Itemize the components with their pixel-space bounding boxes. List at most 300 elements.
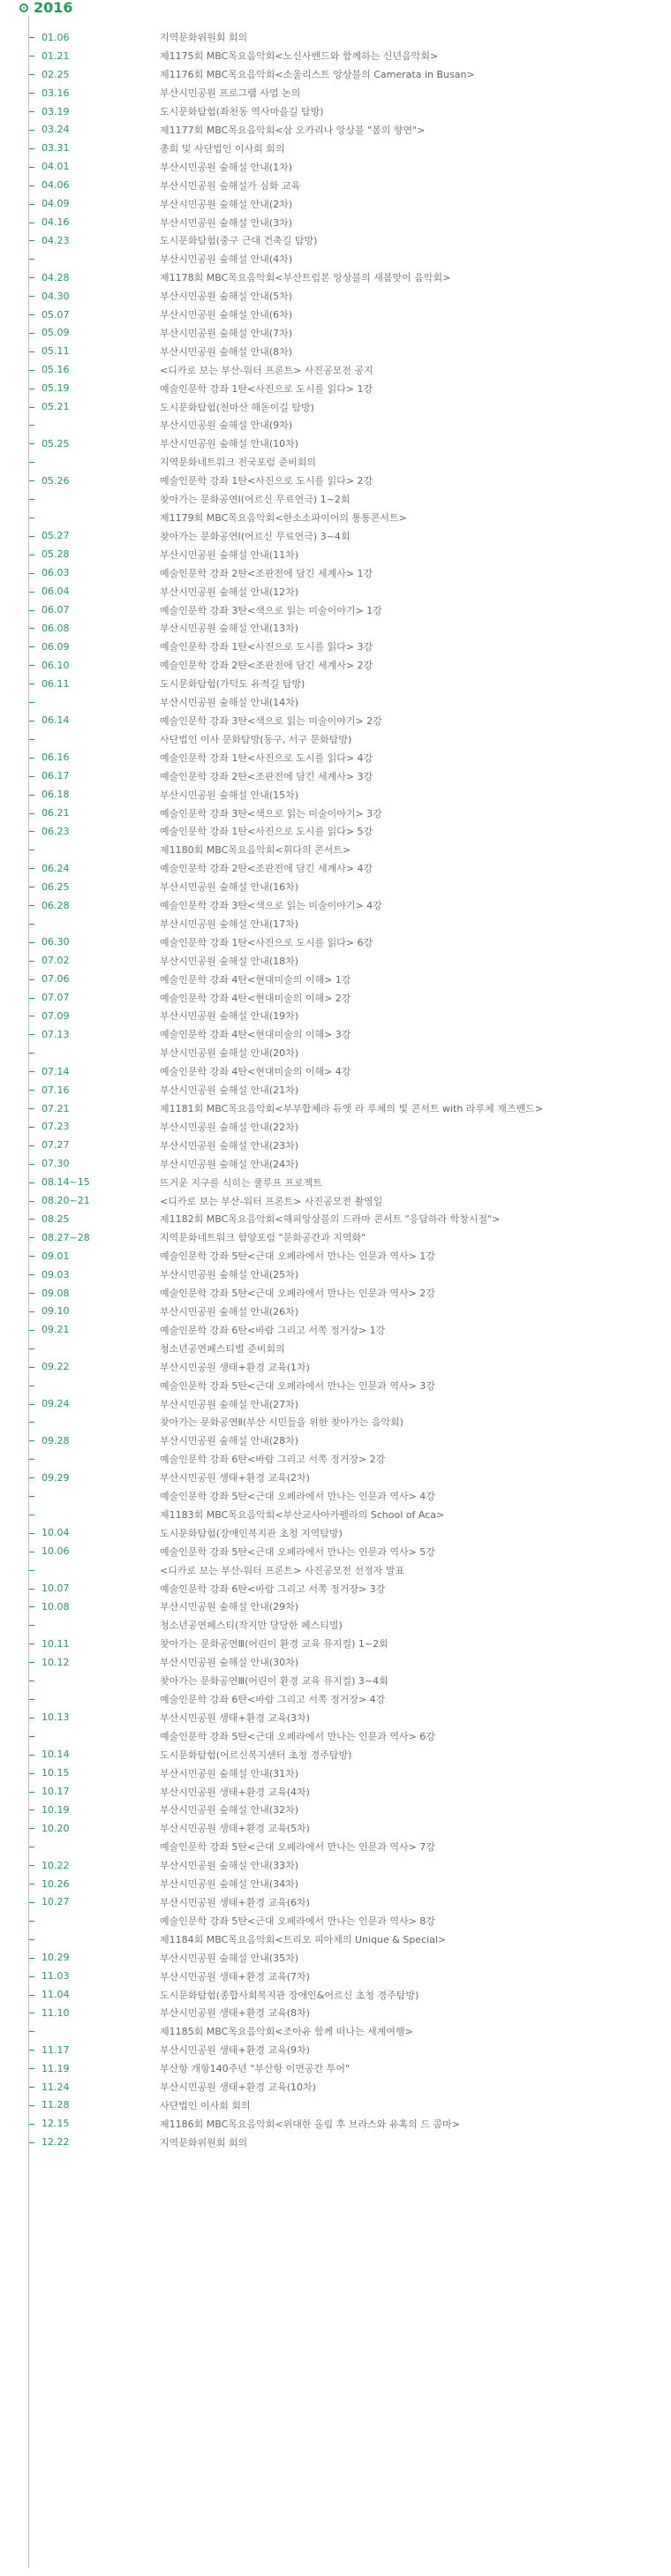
entry-date: 09.21 (41, 1324, 70, 1336)
timeline-entry (0, 2133, 671, 2151)
entry-date: 03.19 (41, 105, 70, 117)
timeline-tick (29, 1404, 34, 1405)
entry-date: 10.11 (41, 1637, 70, 1650)
entry-text: 예술인문학 강좌 1탄<사진으로 도시를 읽다> 4강 (160, 752, 373, 764)
entry-date: 07.02 (41, 955, 70, 967)
timeline-tick (29, 1367, 34, 1368)
timeline-entry (0, 176, 671, 194)
timeline-tick (29, 831, 34, 832)
timeline-entry (0, 896, 671, 915)
timeline-entry (0, 1265, 671, 1284)
entry-text: 찾아가는 문화공연Ⅰ(어르신 무료연극) 1~2회 (160, 494, 351, 506)
timeline-entry (0, 1930, 671, 1948)
entry-date: 10.08 (41, 1600, 70, 1613)
timeline-tick (29, 277, 34, 278)
entry-date: 10.14 (41, 1749, 70, 1761)
timeline-entry (0, 1357, 671, 1376)
entry-date: 11.03 (41, 1970, 70, 1983)
timeline-entry (0, 1708, 671, 1726)
entry-text: 부산시민공원 생태+환경 교육(2차) (160, 1472, 310, 1484)
timeline-entry (0, 1191, 671, 1210)
entry-text: 뜨거운 지구를 식히는 쿨루프 프로젝트 (160, 1176, 323, 1189)
timeline-entry (0, 213, 671, 231)
timeline-entry (0, 933, 671, 951)
timeline-entry (0, 2022, 671, 2041)
timeline-tick (29, 2050, 34, 2051)
entry-text: 제1177회 MBC목요음악회<삼 오카리나 앙상블 "봄의 향연"> (160, 124, 426, 136)
entry-date: 04.23 (41, 234, 70, 246)
timeline-tick (29, 1718, 34, 1719)
timeline-tick (29, 628, 34, 629)
timeline-entry (0, 2041, 671, 2059)
timeline-tick (29, 240, 34, 241)
entry-text: 예술인문학 강좌 6탄<바람 그리고 서쪽 정거장> 1강 (160, 1324, 386, 1336)
entry-date: 06.11 (41, 677, 70, 690)
timeline-tick (29, 1625, 34, 1626)
timeline-entry (0, 287, 671, 306)
entry-date: 04.06 (41, 179, 70, 192)
entry-text: 제1185회 MBC목요음악회<조아유 함께 떠나는 세계여행> (160, 2026, 413, 2038)
entry-text: 도시문화탐험(천마산 해돋이길 탐방) (160, 401, 314, 413)
timeline-tick (29, 1237, 34, 1238)
timeline-tick (29, 1330, 34, 1331)
timeline-tick (29, 517, 34, 518)
entry-text: 예술인문학 강좌 3탄<색으로 읽는 미술이야기> 3강 (160, 807, 382, 820)
timeline-tick (29, 296, 34, 297)
timeline-tick (29, 1533, 34, 1534)
timeline-tick (29, 998, 34, 999)
timeline-entry (0, 1948, 671, 1967)
timeline-entry (0, 1875, 671, 1893)
timeline-entry (0, 1782, 671, 1801)
timeline-entry (0, 65, 671, 84)
timeline-entry (0, 1247, 671, 1265)
entry-date: 04.30 (41, 290, 70, 302)
entry-text: 제1183회 MBC목요음악회<부산교사아카펠라의 School of Aca> (160, 1508, 445, 1521)
timeline-entry (0, 139, 671, 157)
entry-text: 예술인문학 강좌 4탄<현대미술의 이해> 2강 (160, 992, 351, 1004)
timeline-entry (0, 342, 671, 360)
timeline-tick (29, 1477, 34, 1478)
timeline-entry (0, 1339, 671, 1357)
entry-date: 07.06 (41, 973, 70, 986)
entry-text: 부산시민공원 생태+환경 교육(6차) (160, 1896, 310, 1908)
timeline-tick (29, 1755, 34, 1756)
entry-text: 도시문화탐험(어르신복지센터 초청 경주탐방) (160, 1749, 352, 1761)
entry-date: 01.06 (41, 31, 70, 43)
timeline-tick (29, 1274, 34, 1275)
entry-date: 04.16 (41, 216, 70, 229)
timeline-tick (29, 758, 34, 759)
entry-text: 부산시민공원 생태+환경 교육(8차) (160, 2007, 310, 2020)
entry-text: 제1186회 MBC목요음악회<위대한 올림 후 브라스와 유혹의 드 콤마> (160, 2118, 460, 2130)
entry-date: 06.07 (41, 604, 70, 616)
entry-date: 07.30 (41, 1158, 70, 1170)
timeline-entry (0, 767, 671, 785)
timeline-entry (0, 638, 671, 656)
timeline-entry (0, 1726, 671, 1745)
timeline-entry (0, 1007, 671, 1025)
entry-text: 부산시민공원 숲해설 안내(28차) (160, 1435, 299, 1447)
entry-date: 06.24 (41, 862, 70, 874)
entry-text: 도시문화탐험(종합사회복지관 장애인&어르신 초청 경주탐방) (160, 1989, 419, 2001)
entry-text: 부산시민공원 숲해설 안내(25차) (160, 1269, 299, 1281)
timeline-tick (29, 592, 34, 593)
entry-date: 06.04 (41, 585, 70, 598)
entry-text: 예술인문학 강좌 3탄<색으로 읽는 미술이야기> 1강 (160, 604, 382, 616)
timeline-entry (0, 1856, 671, 1875)
entry-text: 부산시민공원 숲해설 안내(23차) (160, 1139, 299, 1152)
entry-text: 부산시민공원 숲해설 안내(8차) (160, 345, 293, 358)
entry-date: 11.10 (41, 2006, 70, 2019)
timeline-tick (29, 1939, 34, 1940)
entry-date: 05.09 (41, 327, 70, 339)
timeline-tick (29, 1884, 34, 1885)
timeline-tick (29, 370, 34, 371)
entry-date: 10.17 (41, 1786, 70, 1798)
timeline-entry (0, 379, 671, 397)
timeline-tick (29, 795, 34, 796)
entry-date: 09.08 (41, 1287, 70, 1299)
timeline-entry (0, 1136, 671, 1154)
timeline-tick (29, 1201, 34, 1202)
entry-date: 05.25 (41, 437, 70, 449)
entry-date: 09.24 (41, 1398, 70, 1410)
timeline-tick (29, 111, 34, 112)
entry-text: 부산항 개항140주년 "부산항 이면공간 투어" (160, 2063, 351, 2075)
timeline-tick (29, 573, 34, 574)
timeline-entry (0, 47, 671, 65)
timeline-tick (29, 942, 34, 943)
timeline-entry (0, 1062, 671, 1081)
entry-date: 11.17 (41, 2043, 70, 2056)
timeline-tick (29, 1127, 34, 1128)
timeline-tick (29, 739, 34, 740)
entry-date: 10.13 (41, 1711, 70, 1724)
entry-text: 예술인문학 강좌 5탄<근대 오페라에서 만나는 인문과 역사> 4강 (160, 1491, 435, 1503)
timeline-entry (0, 1173, 671, 1191)
timeline-entry (0, 1672, 671, 1690)
timeline-entry (0, 878, 671, 896)
timeline-entry (0, 306, 671, 324)
timeline-entry (0, 102, 671, 121)
timeline-entry (0, 748, 671, 767)
entry-date: 06.25 (41, 880, 70, 893)
timeline-tick (29, 37, 34, 38)
timeline-entry (0, 1284, 671, 1303)
entry-date: 10.12 (41, 1656, 70, 1668)
timeline-entry (0, 526, 671, 545)
entry-text: 예술인문학 강좌 6탄<바람 그리고 서쪽 정거장> 3강 (160, 1583, 386, 1595)
timeline-entry (0, 2078, 671, 2096)
entry-text: 예술인문학 강좌 2탄<조판전에 담긴 세계사> 1강 (160, 567, 373, 579)
entry-date: 08.20~21 (41, 1195, 90, 1207)
entry-text: 부산시민공원 숲해설 안내(13차) (160, 623, 299, 635)
timeline-entry (0, 324, 671, 343)
entry-date: 11.04 (41, 1989, 70, 2001)
timeline-entry (0, 1117, 671, 1136)
entry-date: 10.27 (41, 1896, 70, 1908)
timeline-entry (0, 231, 671, 250)
timeline-tick (29, 868, 34, 869)
entry-text: 사단법인 이사회 회의 (160, 2099, 251, 2111)
timeline-tick (29, 1256, 34, 1257)
entry-date: 06.30 (41, 936, 70, 948)
timeline-entry (0, 2059, 671, 2078)
timeline-tick (29, 480, 34, 481)
timeline-tick (29, 351, 34, 352)
entry-date: 06.21 (41, 807, 70, 820)
entry-text: 부산시민공원 숲해설 안내(6차) (160, 309, 293, 321)
timeline-tick (29, 1995, 34, 1996)
entry-date: 01.21 (41, 49, 70, 62)
entry-date: 06.09 (41, 640, 70, 653)
timeline-entry (0, 1228, 671, 1247)
entry-date: 05.16 (41, 364, 70, 376)
entry-text: 지역문화위원회 회의 (160, 32, 248, 44)
entry-date: 11.24 (41, 2081, 70, 2093)
entry-text: 찾아가는 문화공연Ⅲ(어린이 환경 교육 뮤지컬) 1~2회 (160, 1638, 388, 1651)
timeline-tick (29, 1662, 34, 1663)
entry-text: 부산시민공원 숲해설 안내(11차) (160, 548, 299, 561)
timeline-tick (29, 1865, 34, 1866)
timeline-entry (0, 1598, 671, 1616)
entry-text: 예술인문학 강좌 4탄<현대미술의 이해> 1강 (160, 973, 351, 986)
entry-text: 예술인문학 강좌 5탄<근대 오페라에서 만나는 인문과 역사> 8강 (160, 1915, 435, 1927)
timeline-entry (0, 1635, 671, 1653)
entry-text: 예술인문학 강좌 4탄<현대미술의 이해> 3강 (160, 1029, 351, 1041)
entry-text: 제1180회 MBC목요음악회<휘다의 콘서트> (160, 844, 351, 857)
timeline-tick (29, 776, 34, 777)
entry-date: 02.25 (41, 68, 70, 80)
timeline-entry (0, 1450, 671, 1469)
timeline-entry (0, 1025, 671, 1044)
timeline-entry (0, 841, 671, 859)
entry-text: 예술인문학 강좌 1탄<사진으로 도시를 읽다> 1강 (160, 382, 373, 395)
entry-text: 부산시민공원 생태+환경 교육(9차) (160, 2044, 310, 2057)
entry-text: 부산시민공원 숲해설 안내(12차) (160, 585, 299, 598)
entry-date: 10.19 (41, 1803, 70, 1816)
entry-text: 제1175회 MBC목요음악회<노신사밴드와 함께하는 신년음악회> (160, 50, 439, 63)
entry-date: 07.13 (41, 1028, 70, 1040)
timeline-entry (0, 1320, 671, 1339)
timeline-tick (29, 1348, 34, 1349)
entry-date: 03.24 (41, 124, 70, 136)
timeline-tick (29, 1071, 34, 1072)
timeline-entry (0, 785, 671, 804)
entry-date: 07.21 (41, 1102, 70, 1114)
timeline-entry (0, 804, 671, 822)
entry-text: 부산시민공원 숲해설 안내(10차) (160, 438, 299, 450)
timeline-tick (29, 2105, 34, 2106)
entry-date: 06.16 (41, 752, 70, 764)
timeline-entry (0, 1154, 671, 1173)
entry-date: 06.18 (41, 789, 70, 801)
entry-text: 찾아가는 문화공연Ⅱ(부산 시민들을 위한 찾아가는 음악회) (160, 1416, 403, 1429)
entry-text: 예술인문학 강좌 3탄<색으로 읽는 미술이야기> 2강 (160, 714, 382, 727)
entry-text: 제1181회 MBC목요음악회<부부합체라 듀엣 라 루체의 빛 콘서트 with 라루체 재즈밴드> (160, 1103, 543, 1115)
timeline-tick (29, 1606, 34, 1607)
timeline-tick (29, 1976, 34, 1977)
entry-text: 청소년공연페스티(작지만 당당한 페스티벌) (160, 1620, 343, 1632)
timeline-tick (29, 1902, 34, 1903)
entry-text: 부산시민공원 숲해설 안내(4차) (160, 253, 293, 266)
entry-text: 제1184회 MBC목요음악회<트리오 피아체의 Unique & Special> (160, 1933, 447, 1945)
timeline-entry (0, 1690, 671, 1709)
timeline-tick (29, 148, 34, 149)
timeline-tick (29, 1108, 34, 1109)
timeline-entry (0, 1616, 671, 1635)
entry-date: 08.25 (41, 1212, 70, 1225)
entry-text: 예술인문학 강좌 1탄<사진으로 도시를 읽다> 6강 (160, 936, 373, 948)
timeline-tick (29, 1773, 34, 1774)
timeline-tick (29, 665, 34, 666)
timeline-tick (29, 2087, 34, 2088)
timeline-tick (29, 887, 34, 888)
timeline-entry (0, 915, 671, 933)
entry-text: 예술인문학 강좌 5탄<근대 오페라에서 만나는 인문과 역사> 5강 (160, 1545, 435, 1558)
entry-date: 12.22 (41, 2136, 70, 2149)
entry-text: 부산시민공원 숲해설 안내(15차) (160, 789, 299, 801)
entry-text: 제1176회 MBC목요음악회<소울리스트 앙상블의 Camerata in Busan> (160, 69, 475, 81)
entry-text: 예술인문학 강좌 1탄<사진으로 도시를 읽다> 5강 (160, 826, 373, 838)
timeline-tick (29, 2142, 34, 2143)
entry-date: 10.29 (41, 1952, 70, 1964)
timeline-entry (0, 582, 671, 601)
timeline-entry (0, 601, 671, 619)
entry-text: 부산시민공원 숲해설 안내(7차) (160, 327, 293, 339)
entry-text: 찾아가는 문화공연Ⅲ(어린이 환경 교육 뮤지컬) 3~4회 (160, 1675, 388, 1688)
entry-text: 부산시민공원 숲해설 안내(33차) (160, 1860, 299, 1872)
entry-date: 12.15 (41, 2118, 70, 2130)
timeline-entry (0, 1542, 671, 1560)
entry-date: 07.09 (41, 1009, 70, 1022)
entry-date: 10.07 (41, 1583, 70, 1595)
timeline-tick (29, 74, 34, 75)
entry-date: 07.07 (41, 992, 70, 1004)
entry-text: <디카로 보는 부산-워터 프론트> 사진공모전 공지 (160, 364, 373, 376)
timeline-entry (0, 1893, 671, 1912)
timeline-tick (29, 1570, 34, 1571)
entry-text: 부산시민공원 생태+환경 교육(1차) (160, 1361, 310, 1373)
timeline-tick (29, 1164, 34, 1165)
timeline-entry (0, 563, 671, 582)
timeline-tick (29, 259, 34, 260)
entry-text: 부산시민공원 숲해설 안내(32차) (160, 1804, 299, 1817)
timeline-entry (0, 822, 671, 841)
entry-date: 09.29 (41, 1471, 70, 1484)
timeline-entry (0, 250, 671, 268)
timeline-tick (29, 536, 34, 537)
entry-date: 09.22 (41, 1361, 70, 1373)
entry-text: 부산시민공원 숲해설가 심화 교육 (160, 179, 301, 192)
entry-text: 찾아가는 문화공연Ⅰ(어르신 무료연극) 3~4회 (160, 530, 351, 542)
entry-date: 09.03 (41, 1268, 70, 1280)
timeline-entry (0, 84, 671, 102)
timeline-entry (0, 1394, 671, 1413)
timeline-tick (29, 1311, 34, 1312)
timeline-tick (29, 924, 34, 925)
timeline-tick (29, 702, 34, 703)
timeline-entry (0, 2004, 671, 2022)
timeline-entry (0, 1487, 671, 1506)
entry-text: 부산시민공원 숲해설 안내(17차) (160, 918, 299, 930)
entry-date: 10.06 (41, 1545, 70, 1558)
timeline-tick (29, 1440, 34, 1441)
entry-text: 총회 및 사단법인 이사회 회의 (160, 142, 285, 155)
timeline-entry (0, 1432, 671, 1450)
entry-date: 06.10 (41, 659, 70, 671)
entry-text: 예술인문학 강좌 5탄<근대 오페라에서 만나는 인문과 역사> 2강 (160, 1288, 435, 1300)
entry-date: 05.28 (41, 548, 70, 561)
timeline-entries (0, 28, 671, 2151)
entry-date: 10.04 (41, 1527, 70, 1539)
timeline-entry (0, 729, 671, 748)
timeline-tick (29, 813, 34, 814)
entry-text: 부산시민공원 생태+환경 교육(5차) (160, 1823, 310, 1835)
entry-text: 도시문화탐험(좌천동 역사마을길 탐방) (160, 106, 324, 118)
entry-date: 07.16 (41, 1084, 70, 1096)
entry-text: 부산시민공원 숲해설 안내(14차) (160, 697, 299, 709)
entry-text: 예술인문학 강좌 6탄<바람 그리고 서쪽 정거장> 4강 (160, 1694, 386, 1706)
timeline-tick (29, 167, 34, 168)
entry-date: 06.08 (41, 622, 70, 634)
timeline-tick (29, 1736, 34, 1737)
entry-text: 청소년공연페스티벌 준비회의 (160, 1342, 285, 1355)
timeline-tick (29, 2031, 34, 2032)
timeline-tick (29, 1090, 34, 1091)
timeline-tick (29, 610, 34, 611)
entry-date: 05.07 (41, 308, 70, 321)
entry-date: 04.28 (41, 271, 70, 283)
timeline-entry (0, 509, 671, 527)
timeline-entry (0, 1745, 671, 1764)
timeline-entry (0, 656, 671, 675)
entry-date: 06.03 (41, 567, 70, 579)
entry-text: 부산시민공원 생태+환경 교육(7차) (160, 1970, 310, 1983)
entry-date: 07.14 (41, 1065, 70, 1077)
entry-text: 부산시민공원 생태+환경 교육(4차) (160, 1786, 310, 1798)
timeline-tick (29, 979, 34, 980)
timeline-entry (0, 1081, 671, 1099)
timeline-entry (0, 712, 671, 730)
entry-date: 09.01 (41, 1250, 70, 1262)
entry-date: 03.31 (41, 142, 70, 155)
timeline-entry (0, 1653, 671, 1672)
timeline-tick (29, 905, 34, 906)
entry-text: 부산시민공원 숲해설 안내(29차) (160, 1601, 299, 1613)
timeline-tick (29, 499, 34, 500)
entry-text: 예술인문학 강좌 4탄<현대미술의 이해> 4강 (160, 1066, 351, 1078)
entry-text: 지역문화위원회 회의 (160, 2136, 248, 2149)
entry-text: 도시문화탐험(장애인복지관 초청 지역탐방) (160, 1527, 343, 1539)
timeline-entry (0, 490, 671, 509)
entry-date: 04.01 (41, 161, 70, 173)
timeline-entry (0, 416, 671, 434)
entry-text: 부산시민공원 숲해설 안내(24차) (160, 1158, 299, 1170)
entry-text: 부산시민공원 숲해설 안내(21차) (160, 1084, 299, 1097)
entry-date: 10.22 (41, 1859, 70, 1871)
entry-date: 08.14~15 (41, 1176, 90, 1189)
timeline-tick (29, 204, 34, 205)
entry-date: 05.19 (41, 382, 70, 395)
timeline-tick (29, 646, 34, 647)
entry-text: 부산시민공원 숲해설 안내(19차) (160, 1010, 299, 1023)
entry-text: 예술인문학 강좌 5탄<근대 오페라에서 만나는 인문과 역사> 7강 (160, 1841, 435, 1854)
entry-text: 예술인문학 강좌 5탄<근대 오페라에서 만나는 인문과 역사> 3강 (160, 1379, 435, 1392)
entry-date: 05.11 (41, 345, 70, 358)
entry-text: 제1178회 MBC목요음악회<부산트럼본 앙상블의 새봄맞이 음악회> (160, 272, 451, 284)
